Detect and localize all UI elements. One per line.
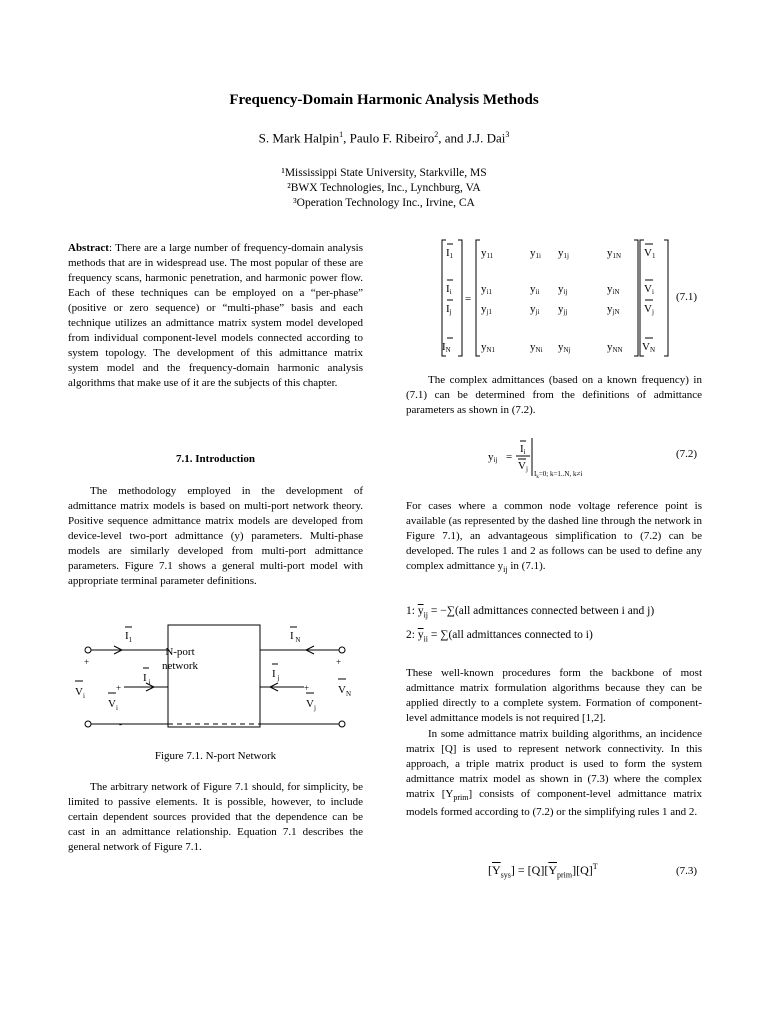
right-paragraph-2-text: For cases where a common node voltage reference point is available (as represented by the dashed line through the network in Figure 7.1), an advantageous simplification to (7.2) can be developed. The rules 1 and 2 as follows can be used to define any complex admittance y (406, 500, 702, 572)
svg-text:yjj: yjj (558, 303, 568, 316)
affiliation-3: ³Operation Technology Inc., Irvine, CA (293, 197, 475, 209)
affiliation-2: ²BWX Technologies, Inc., Lynchburg, VA (287, 182, 481, 194)
right-paragraph-3: These well-known procedures form the backbone of most admittance matrix formulation algorithms because they can be applied directly to a complete system. Formation of component-level admittance models is not required [1,2]. (406, 667, 702, 724)
svg-text:yii: yii (530, 283, 540, 296)
svg-text:yji: yji (530, 303, 540, 316)
svg-text:=: = (506, 451, 513, 463)
svg-text:yNj: yNj (558, 341, 571, 354)
right-paragraph-4-text: In some admittance matrix building algorithms, an incidence matrix [Q] is used to represent network connectivity. In this approach, a triple matrix product is used to form the system admittance matrix model as shown in (7.3) where the complex matrix [Y (406, 728, 702, 800)
paper-title: Frequency-Domain Harmonic Analysis Methods (229, 92, 539, 108)
right-paragraph-2-tail: in (7.1). (507, 560, 546, 572)
equation-7-1-number: (7.1) (676, 291, 698, 303)
svg-text:I N: I $_N$ (290, 630, 301, 644)
n-port-network-figure (68, 615, 363, 740)
equation-7-1 (432, 236, 702, 360)
svg-text:yij: yij (558, 283, 568, 296)
abstract-label: Abstract (68, 242, 109, 254)
svg-text:+: + (304, 683, 310, 693)
svg-text:yi1: yi1 (481, 283, 492, 296)
svg-text:Ii: Ii (446, 283, 452, 296)
figure-caption: Figure 7.1. N-port Network (154, 750, 277, 762)
svg-text:y11: y11 (481, 247, 494, 260)
svg-text:Vj: Vj (644, 303, 654, 316)
rule-1: 1: $\overline{y}_{ij} = -\sum(all$ admittances connected between i and j) (406, 605, 655, 620)
rule-2: 2: $\overline{y}_{ii} = \sum(all$ admittances connected to i) (406, 629, 593, 644)
svg-text:V1: V1 (644, 247, 656, 260)
svg-text:I i: I $_i$ (143, 672, 151, 686)
svg-text:I1: I1 (446, 247, 454, 260)
svg-text:Vi: Vi (644, 283, 654, 296)
author-line: S. Mark Halpin$^1$, Paulo F. Ribeiro$^2$, and J.J. Dai$^3$ (258, 130, 510, 146)
right-paragraph-4 (406, 727, 702, 820)
svg-text:yij: yij (488, 451, 498, 464)
affiliations (0, 166, 768, 211)
equation-7-3: $[\overline{Y}_{sys}] = [Q][\overline{Y}_{prim}][Q]^T$ (488, 862, 598, 880)
svg-text:y1i: y1i (530, 247, 541, 260)
svg-text:y1N: y1N (607, 247, 622, 260)
svg-text:yiN: yiN (607, 283, 620, 296)
svg-text:yN1: yN1 (481, 341, 496, 354)
svg-text:yjN: yjN (607, 303, 620, 316)
svg-text:yNN: yNN (607, 341, 623, 354)
svg-text:y1j: y1j (558, 247, 569, 260)
abstract-text: : There are a large number of frequency-domain analysis methods that are in widespread use. The most popular of these are frequency scans, harmonic penetration, and harmonic power flow. Each of these techniques can be employed on a “per-phase” (positive or zero sequence) or “multi-phase” basis and each technique utilizes an admittance matrix system model developed from individual component-level models connected according to system topology. The development of this admittance matrix system model and the frequency-domain harmonic analysis algorithms that make use of it are the subjects of this chapter. (68, 242, 363, 389)
svg-text:yNi: yNi (530, 341, 543, 354)
intro-paragraph-2: The arbitrary network of Figure 7.1 should, for simplicity, be limited to passive elements. It is possible, however, to include certain dependent sources provided that the dependence can be cast in an admittance relationship. Equation 7.1 describes the general network of Figure 7.1. (68, 781, 363, 853)
box-label-line-2: network (161, 660, 199, 672)
svg-text:Vj: $V_j$ (306, 698, 316, 712)
equation-7-2 (486, 436, 626, 480)
svg-text:I j: I $_j$ (272, 668, 280, 682)
network-box-label (100, 645, 260, 673)
section-heading: 7.1. Introduction (176, 453, 255, 465)
svg-text:yj1: yj1 (481, 303, 492, 316)
svg-text:VN: VN (642, 341, 656, 354)
box-label-line-1: N-port (165, 646, 195, 658)
svg-text:Vj: Vj (518, 460, 528, 473)
right-paragraph-4-tail: ] consists of component-level admittance matrix models formed according to (7.2) or the simplifying rules 1 and 2. (406, 788, 702, 819)
svg-text:Vi: $V_i$ (108, 698, 118, 712)
abstract (68, 241, 363, 391)
equation-7-2-number: (7.2) (676, 448, 698, 460)
rule-2-text: (all admittances connected to i (448, 629, 589, 641)
svg-text:+: + (84, 657, 90, 667)
affiliation-1: ¹Mississippi State University, Starkville, MS (281, 167, 487, 179)
intro-paragraph-1: The methodology employed in the development of admittance matrix models is based on multi-port network theory. Positive sequence admittance matrix models are developed from device-level two-port admittance (y) parameters. Multi-phase models are similarly developed from multi-port admittance parameters. Figure 7.1 shows a general multi-port model with appropriate terminal parameter definitions. (68, 485, 363, 587)
right-paragraph-2 (406, 499, 702, 577)
right-paragraph-2-sub: ij (503, 565, 508, 575)
svg-text:+: + (116, 683, 122, 693)
svg-text:Ij: Ij (446, 303, 452, 316)
svg-text:-: - (119, 719, 122, 729)
svg-text:Ii: Ii (520, 443, 526, 456)
svg-text:IN: IN (442, 341, 451, 354)
svg-text:VN: $V_N$ (338, 684, 352, 698)
svg-text:+: + (336, 657, 342, 667)
right-paragraph-4-sub: prim (453, 793, 469, 803)
right-paragraph-1: The complex admittances (based on a known frequency) in (7.1) can be determined from the definitions of admittance parameters as shown in (7.2). (406, 374, 702, 416)
network-box (168, 625, 260, 727)
equation-7-3-number: (7.3) (676, 865, 698, 877)
rule-1-text: (all admittances connected between i and j (454, 605, 651, 617)
svg-text:=: = (465, 293, 472, 305)
svg-text:I1: $I_1$ (125, 630, 133, 644)
svg-text:Ik=0; k=1..N, k≠i: $I_k=0$; k=1..N, k≠i (534, 470, 583, 480)
svg-text:Vi: $V_i$ (75, 686, 85, 700)
